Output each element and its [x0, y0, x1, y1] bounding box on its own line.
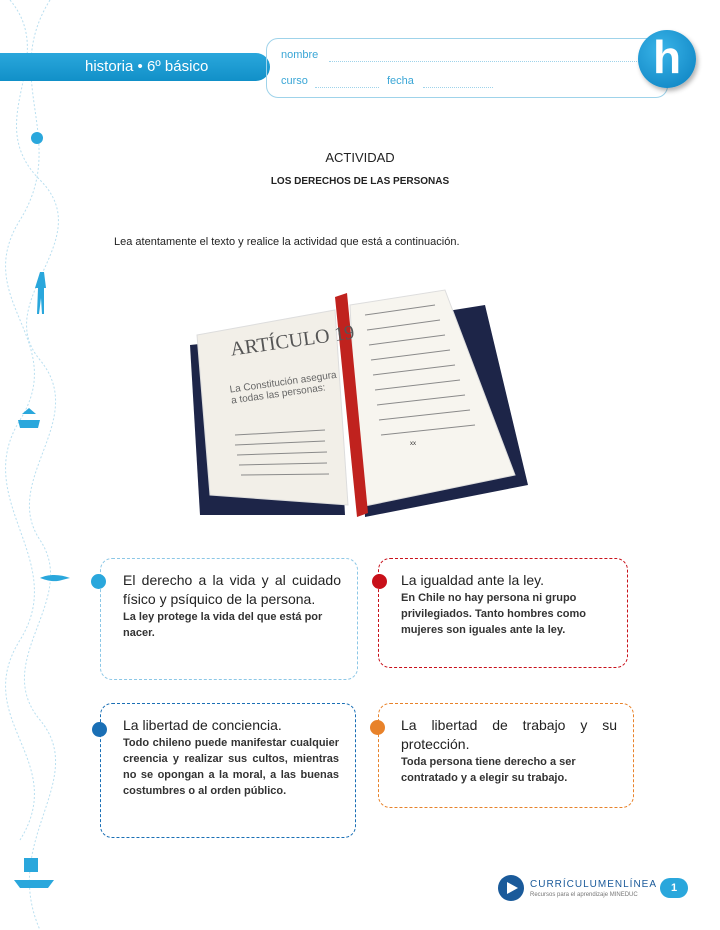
card-libertad-trabajo — [378, 703, 634, 808]
book-text: La Constitución asegura a todas las personas: — [229, 369, 338, 407]
card-title: El derecho a la vida y al cuidado físico y psíquico de la persona. — [123, 572, 341, 607]
page-number: 1 — [660, 878, 688, 898]
card-derecho-vida — [100, 558, 358, 680]
bullet-dot — [91, 574, 106, 589]
student-info-fields — [266, 38, 668, 98]
bullet-dot — [372, 574, 387, 589]
card-title: La libertad de trabajo y su protección. — [401, 717, 617, 752]
subject-banner: historia • 6º básico — [0, 53, 270, 81]
book-illustration — [185, 285, 530, 520]
card-body: En Chile no hay persona ni grupo privilegiados. Tanto hombres como mujeres son iguales ante la ley. — [401, 592, 586, 636]
play-icon — [498, 875, 524, 901]
bullet-dot — [92, 722, 107, 737]
decorative-border — [0, 0, 75, 930]
card-title: La igualdad ante la ley. — [401, 572, 544, 588]
bullet-dot — [370, 720, 385, 735]
book-heading: ARTÍCULO 19 — [229, 321, 356, 361]
card-igualdad — [378, 558, 628, 668]
brand-name: CURRÍCULUMENLÍNEA — [530, 879, 658, 890]
card-title: La libertad de conciencia. — [123, 717, 282, 733]
card-libertad-conciencia — [100, 703, 356, 838]
fecha-field[interactable] — [423, 87, 493, 88]
card-body: Todo chileno puede manifestar cualquier creencia y realizar sus cultos, mientras no se opongan a la moral, a las buenas costumbres o al orden público. — [123, 737, 339, 797]
silhouette-icons — [14, 132, 70, 888]
page-title: ACTIVIDAD — [325, 150, 395, 165]
instructions: Lea atentamente el texto y realice la actividad que está a continuación. — [114, 236, 460, 248]
historia-logo: h — [638, 30, 696, 88]
curso-label: curso — [281, 75, 308, 87]
brand-tagline: Recursos para el aprendizaje MINEDUC — [530, 892, 638, 898]
nombre-label: nombre — [281, 49, 319, 61]
card-body: Toda persona tiene derecho a ser contratado y a elegir su trabajo. — [401, 756, 576, 784]
fecha-label: fecha — [387, 75, 414, 87]
card-body: La ley protege la vida del que está por nacer. — [123, 611, 323, 639]
book-page: xx — [410, 441, 416, 447]
curso-field[interactable] — [315, 87, 379, 88]
page-subtitle: LOS DERECHOS DE LAS PERSONAS — [270, 176, 450, 187]
nombre-field[interactable] — [329, 61, 649, 62]
